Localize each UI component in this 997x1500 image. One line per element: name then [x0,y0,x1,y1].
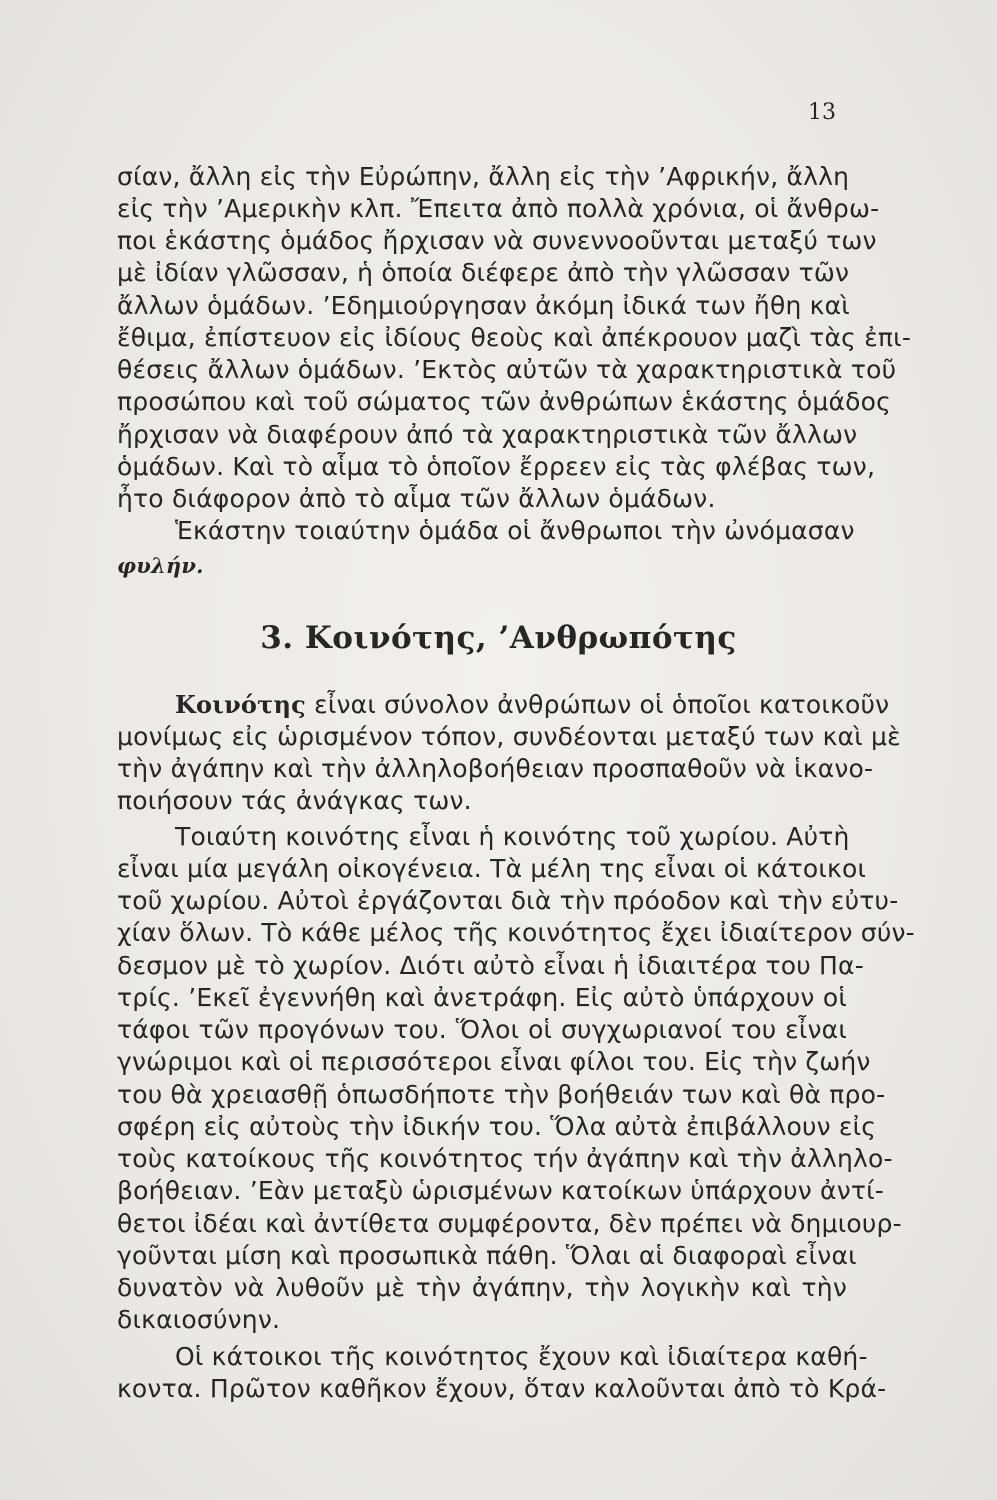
text-line: Οἱ κάτοικοι τῆς κοινότητος ἔχουν καὶ ἰδιαίτερα καθή- [175,1342,868,1371]
page-number: 13 [808,100,836,125]
text-line: ἔθιμα, ἐπίστευον εἰς ἰδίους θεοὺς καὶ ἀπέκρουον μαζὶ τὰς ἐπι- [117,323,912,352]
text-line: γοῦνται μίση καὶ προσωπικὰ πάθη. Ὅλαι αἱ διαφοραὶ εἶναι [117,1241,857,1270]
text-line: τοῦ χωρίου. Αὐτοὶ ἐργάζονται διὰ τὴν πρόοδον καὶ τὴν εὐτυ- [117,886,899,915]
text-line: τὴν ἀγάπην καὶ τὴν ἀλληλοβοήθειαν προσπαθοῦν νὰ ἱκανο- [117,754,874,783]
text-span: εἶναι σύνολον ἀνθρώπων οἱ ὁποῖοι κατοικοῦν [314,690,890,719]
text-line: ἦτο διάφορον ἀπὸ τὸ αἷμα τῶν ἄλλων ὁμάδων. [117,484,716,513]
text-line: εἰς τὴν ’Αμερικὴν κλπ. Ἔπειτα ἀπὸ πολλὰ χρόνια, οἱ ἄνθρω- [117,194,880,223]
lead-term: Κοινότης [175,690,306,719]
text-line: θέσεις ἄλλων ὁμάδων. ’Εκτὸς αὐτῶν τὰ χαρακτηριστικὰ τοῦ [117,355,897,384]
text-line: τρίς. ’Εκεῖ ἐγεννήθη καὶ ἀνετράφη. Εἰς αὐτὸ ὑπάρχουν οἱ [117,983,847,1012]
text-line: τοὺς κατοίκους τῆς κοινότητος τήν ἀγάπην καὶ τὴν ἀλληλο- [117,1144,893,1173]
text-line: μονίμως εἰς ὡρισμένον τόπον, συνδέονται μεταξύ των καὶ μὲ [117,722,901,751]
text-line: δυνατὸν νὰ λυθοῦν μὲ τὴν ἀγάπην, τὴν λογικὴν καὶ τὴν [117,1273,847,1302]
text-line: τάφοι τῶν προγόνων του. Ὅλοι οἱ συγχωριανοί του εἶναι [117,1015,847,1044]
text-line: βοήθειαν. ’Εὰν μεταξὺ ὡρισμένων κατοίκων ὑπάρχουν ἀντί- [117,1176,885,1205]
text-line: ἄλλων ὁμάδων. ’Εδημιούργησαν ἀκόμη ἰδικά των ἤθη καὶ [117,291,850,320]
text-line [175,690,890,720]
section-heading: 3. Κοινότης, ’Ανθρωπότης [260,620,737,656]
text-line: κοντα. Πρῶτον καθῆκον ἔχουν, ὅταν καλοῦνται ἀπὸ τὸ Κρά- [117,1374,887,1403]
text-line: σφέρη εἰς αὐτοὺς τὴν ἰδικήν του. Ὅλα αὐτὰ ἐπιβάλλουν εἰς [117,1112,877,1141]
text-line: του θὰ χρειασθῇ ὁπωσδήποτε τὴν βοήθειάν των καὶ θὰ προ- [117,1080,886,1109]
text-line: Τοιαύτη κοινότης εἶναι ἡ κοινότης τοῦ χωρίου. Αὐτὴ [175,822,850,851]
text-line: δεσμον μὲ τὸ χωρίον. Διότι αὐτὸ εἶναι ἡ ἰδιαιτέρα του Πα- [117,951,864,980]
text-line: εἶναι μία μεγάλη οἰκογένεια. Τὰ μέλη της εἶναι οἱ κάτοικοι [117,854,867,883]
text-line: ποι ἑκάστης ὁμάδος ἤρχισαν νὰ συνεννοοῦνται μεταξύ των [117,226,877,255]
text-line: θετοι ἰδέαι καὶ ἀντίθετα συμφέροντα, δὲν πρέπει νὰ δημιουρ- [117,1209,902,1238]
emphasized-term: φυλήν. [117,553,204,578]
text-line: σίαν, ἄλλη εἰς τὴν Εὐρώπην, ἄλλη εἰς τὴν ’Αφρικήν, ἄλλη [117,162,850,191]
text-line: γνώριμοι καὶ οἱ περισσότεροι εἶναι φίλοι του. Εἰς τὴν ζωήν [117,1047,871,1076]
text-line: δικαιοσύνην. [117,1305,281,1334]
text-line: ποιήσουν τάς ἀνάγκας των. [117,786,472,815]
text-line: ὁμάδων. Καὶ τὸ αἷμα τὸ ὁποῖον ἔρρεεν εἰς τὰς φλέβας των, [117,452,876,481]
text-line: προσώπου καὶ τοῦ σώματος τῶν ἀνθρώπων ἑκάστης ὁμάδος [117,387,892,416]
text-line: μὲ ἰδίαν γλῶσσαν, ἡ ὁποία διέφερε ἀπὸ τὴν γλῶσσαν τῶν [117,258,850,287]
text-line [117,550,847,581]
text-line: Ἑκάστην τοιαύτην ὁμάδα οἱ ἄνθρωποι τὴν ὠνόμασαν [175,516,855,545]
text-line: ἤρχισαν νὰ διαφέρουν ἀπό τὰ χαρακτηριστικὰ τῶν ἄλλων [117,420,858,449]
text-line: χίαν ὅλων. Τὸ κάθε μέλος τῆς κοινότητος ἔχει ἰδιαίτερον σύν- [117,918,915,947]
